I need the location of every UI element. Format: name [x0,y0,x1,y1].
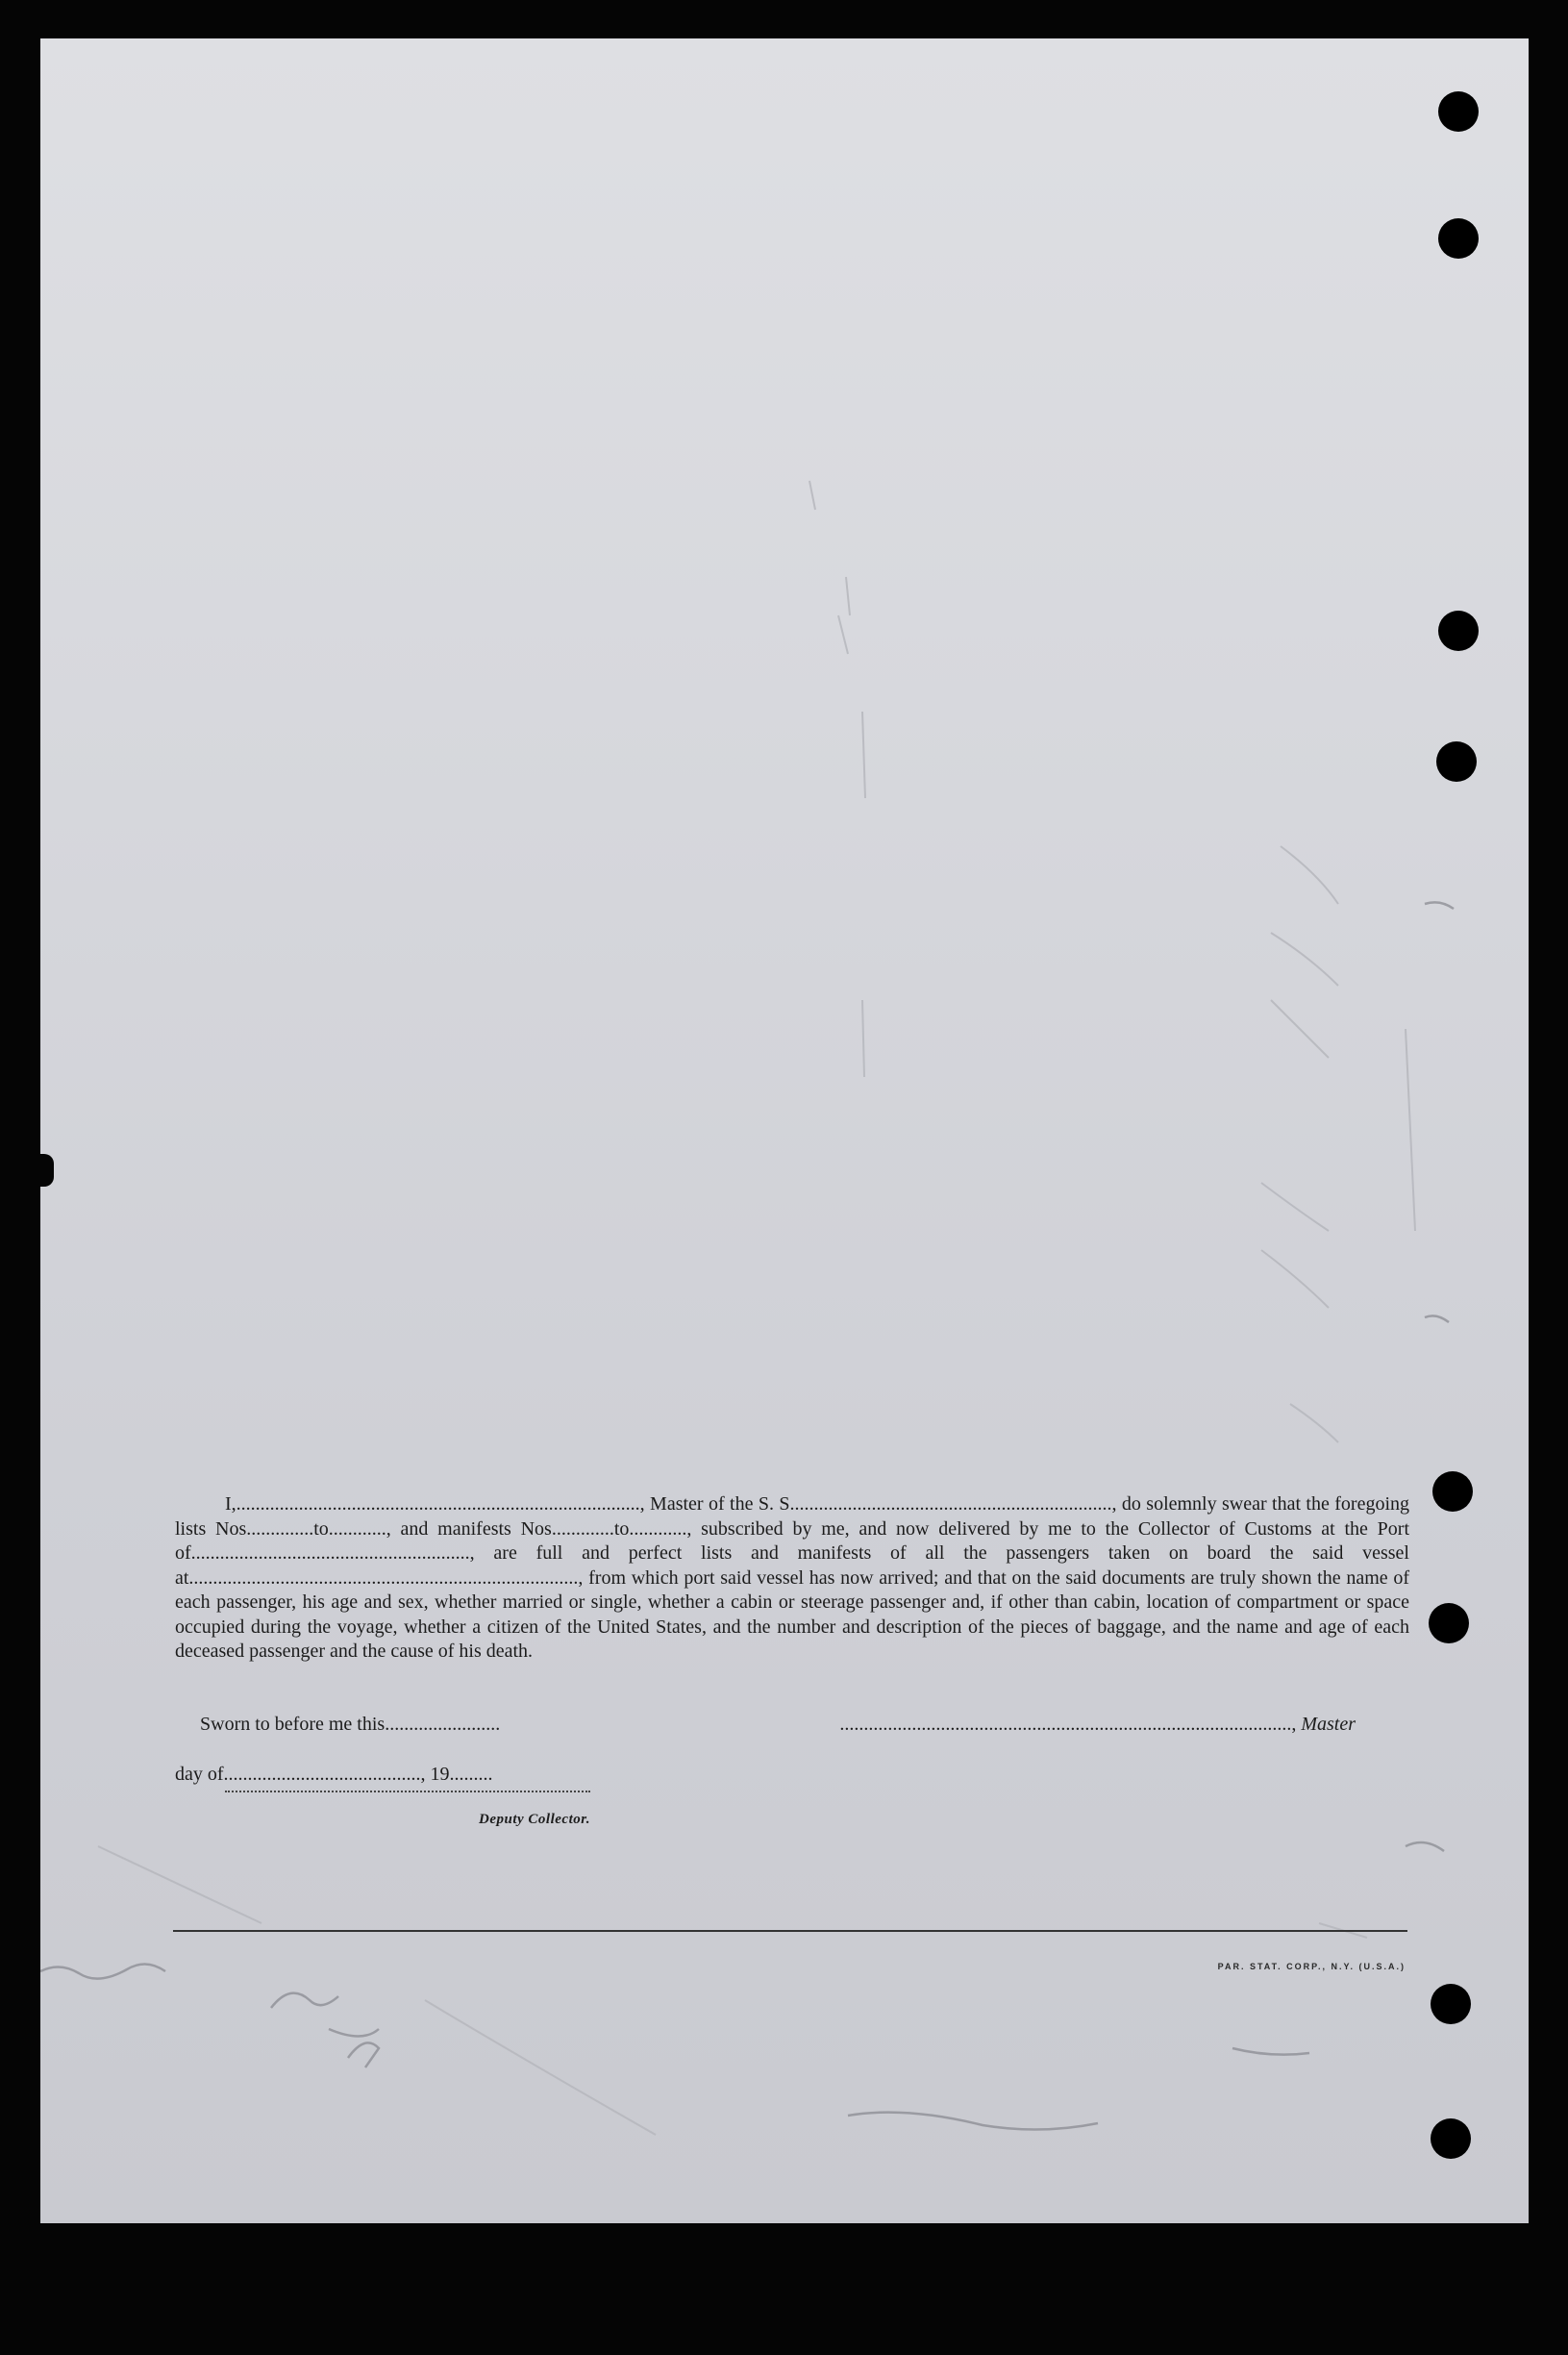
master-oath-paragraph: I,...................................................................................., Master of the S. S..................................................................., do solemnly swear that the foregoing lists Nos..............to............, and manifests Nos.............to............, subscribed by me, and now delivered by me to the Collector of Customs at the Port of.........................................................., are full and perfect lists and manifests of all the passengers taken on board the said vessel at................................................................................., from which port said vessel has now arrived; and that on the said documents are truly shown the name of each passenger, his age and sex, whether married or single, whether a cabin or steerage passenger and, if other than cabin, location of compartment or space occupied during the voyage, whether a citizen of the United States, and the number and description of the pieces of baggage, and the name and age of each deceased passenger and the cause of his death. [175,1493,1409,1662]
punch-hole-2 [1438,218,1479,259]
manifest-back-page [40,38,1529,2223]
faint-marks [40,38,1529,2223]
punch-hole-4 [1436,741,1477,782]
deputy-signature-line [225,1791,590,1792]
punch-hole-8 [1431,2118,1471,2159]
day-of-line: day of........................................., 19......... [175,1764,493,1785]
master-label: Master [1301,1714,1356,1735]
printer-imprint: PAR. STAT. CORP., N.Y. (U.S.A.) [1217,1962,1406,1971]
punch-hole-7 [1431,1984,1471,2024]
deputy-collector-label: Deputy Collector. [479,1812,590,1827]
master-signature-dots: .............................................................................................. [839,1714,1292,1735]
master-signature-line: .............................................................................................., Master [839,1714,1356,1735]
punch-hole-6 [1429,1603,1469,1643]
sworn-before-line: Sworn to before me this........................ [200,1714,501,1735]
punch-hole-5 [1432,1471,1473,1512]
punch-hole-3 [1438,611,1479,651]
footer-rule [173,1930,1407,1932]
punch-hole-1 [1438,91,1479,132]
